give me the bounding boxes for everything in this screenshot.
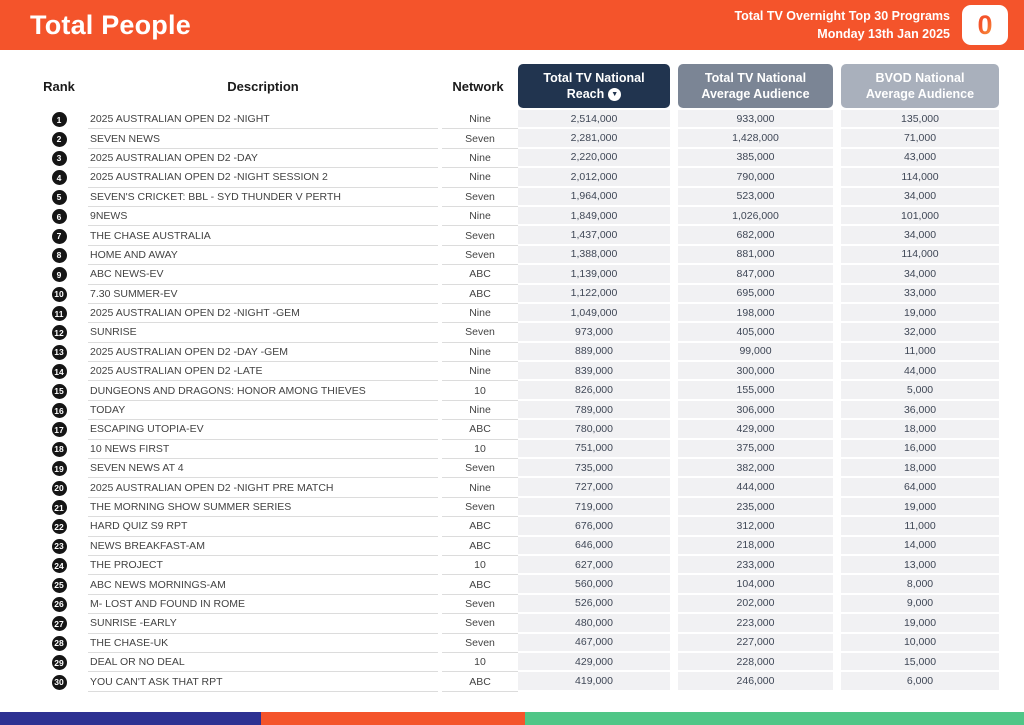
program-description: THE CHASE AUSTRALIA [88, 226, 438, 245]
rank-badge: 24 [52, 558, 67, 573]
reach-value: 719,000 [518, 498, 670, 517]
bvod-audience-value: 5,000 [841, 381, 999, 400]
rank-badge: 1 [52, 112, 67, 127]
table-row [30, 207, 999, 226]
network-name: Nine [442, 207, 518, 226]
bvod-audience-value: 15,000 [841, 653, 999, 672]
reach-value: 1,122,000 [518, 285, 670, 304]
bvod-audience-value: 16,000 [841, 440, 999, 459]
avg-audience-value: 104,000 [678, 575, 833, 594]
bvod-audience-value: 6,000 [841, 672, 999, 691]
table-row [30, 285, 999, 304]
bvod-audience-value: 11,000 [841, 517, 999, 536]
reach-value: 826,000 [518, 381, 670, 400]
avg-audience-value: 233,000 [678, 556, 833, 575]
bvod-audience-value: 9,000 [841, 595, 999, 614]
reach-value: 780,000 [518, 420, 670, 439]
reach-value: 1,139,000 [518, 265, 670, 284]
program-description: NEWS BREAKFAST-AM [88, 537, 438, 556]
rank-badge: 22 [52, 519, 67, 534]
reach-value: 839,000 [518, 362, 670, 381]
rank-badge: 27 [52, 616, 67, 631]
rank-badge: 11 [52, 306, 67, 321]
network-name: ABC [442, 672, 518, 691]
rank-cell [30, 362, 88, 381]
footer-segment-green [525, 712, 1024, 725]
bvod-audience-value: 44,000 [841, 362, 999, 381]
avg-header-line1: Total TV National [704, 70, 807, 85]
network-name: Nine [442, 401, 518, 420]
table-row [30, 362, 999, 381]
rank-cell [30, 149, 88, 168]
table-row [30, 672, 999, 691]
program-description: 2025 AUSTRALIAN OPEN D2 -NIGHT -GEM [88, 304, 438, 323]
reach-value: 1,388,000 [518, 246, 670, 265]
network-name: ABC [442, 517, 518, 536]
program-description: 2025 AUSTRALIAN OPEN D2 -DAY -GEM [88, 343, 438, 362]
bvod-audience-value: 34,000 [841, 265, 999, 284]
network-name: Nine [442, 478, 518, 497]
rank-cell [30, 614, 88, 633]
network-name: Seven [442, 323, 518, 342]
rank-cell [30, 556, 88, 575]
network-name: Nine [442, 149, 518, 168]
table-row [30, 517, 999, 536]
table-row [30, 381, 999, 400]
table-row [30, 614, 999, 633]
bvod-audience-value: 14,000 [841, 537, 999, 556]
rank-badge: 5 [52, 190, 67, 205]
rank-cell [30, 634, 88, 653]
avg-audience-value: 223,000 [678, 614, 833, 633]
reach-value: 526,000 [518, 595, 670, 614]
bvod-audience-value: 33,000 [841, 285, 999, 304]
rank-cell [30, 498, 88, 517]
rank-badge: 4 [52, 170, 67, 185]
program-description: SEVEN'S CRICKET: BBL - SYD THUNDER V PERTH [88, 188, 438, 207]
table-body [30, 110, 999, 692]
oztam-logo [962, 5, 1008, 45]
rank-cell [30, 672, 88, 691]
rank-badge: 28 [52, 636, 67, 651]
program-description: ABC NEWS-EV [88, 265, 438, 284]
rank-cell [30, 478, 88, 497]
avg-audience-value: 306,000 [678, 401, 833, 420]
rank-badge: 7 [52, 229, 67, 244]
reach-value: 560,000 [518, 575, 670, 594]
bvod-audience-value: 18,000 [841, 420, 999, 439]
network-name: 10 [442, 653, 518, 672]
rank-badge: 2 [52, 132, 67, 147]
reach-value: 1,049,000 [518, 304, 670, 323]
network-name: ABC [442, 537, 518, 556]
table-row [30, 246, 999, 265]
rank-badge: 23 [52, 539, 67, 554]
rank-badge: 9 [52, 267, 67, 282]
program-description: SUNRISE -EARLY [88, 614, 438, 633]
reach-value: 1,437,000 [518, 226, 670, 245]
bvod-header-line2: Average Audience [865, 87, 975, 101]
rank-cell [30, 285, 88, 304]
table-row [30, 420, 999, 439]
program-description: THE MORNING SHOW SUMMER SERIES [88, 498, 438, 517]
program-description: YOU CAN'T ASK THAT RPT [88, 672, 438, 691]
avg-audience-value: 933,000 [678, 110, 833, 129]
reach-value: 627,000 [518, 556, 670, 575]
rank-cell [30, 343, 88, 362]
reach-header-line2: Reach [566, 87, 605, 101]
reach-value: 1,964,000 [518, 188, 670, 207]
reach-value: 889,000 [518, 343, 670, 362]
avg-audience-value: 682,000 [678, 226, 833, 245]
rank-cell [30, 459, 88, 478]
program-description: THE PROJECT [88, 556, 438, 575]
column-header-avg-audience [678, 64, 833, 108]
rank-cell [30, 226, 88, 245]
network-name: Nine [442, 168, 518, 187]
rank-cell [30, 129, 88, 148]
avg-audience-value: 99,000 [678, 343, 833, 362]
rank-cell [30, 188, 88, 207]
avg-audience-value: 429,000 [678, 420, 833, 439]
bvod-audience-value: 64,000 [841, 478, 999, 497]
reach-value: 751,000 [518, 440, 670, 459]
bvod-audience-value: 36,000 [841, 401, 999, 420]
rank-badge: 13 [52, 345, 67, 360]
avg-audience-value: 300,000 [678, 362, 833, 381]
reach-value: 646,000 [518, 537, 670, 556]
bvod-audience-value: 19,000 [841, 304, 999, 323]
rank-cell [30, 653, 88, 672]
table-row [30, 265, 999, 284]
rank-cell [30, 304, 88, 323]
program-description: M- LOST AND FOUND IN ROME [88, 595, 438, 614]
rank-cell [30, 401, 88, 420]
avg-audience-value: 218,000 [678, 537, 833, 556]
program-description: 2025 AUSTRALIAN OPEN D2 -NIGHT SESSION 2 [88, 168, 438, 187]
bvod-audience-value: 34,000 [841, 188, 999, 207]
table-row [30, 304, 999, 323]
network-name: Nine [442, 362, 518, 381]
rank-badge: 20 [52, 481, 67, 496]
program-description: DUNGEONS AND DRAGONS: HONOR AMONG THIEVES [88, 381, 438, 400]
bvod-audience-value: 135,000 [841, 110, 999, 129]
table-row [30, 343, 999, 362]
network-name: Seven [442, 614, 518, 633]
reach-value: 2,281,000 [518, 129, 670, 148]
report-subtitle-line1: Total TV Overnight Top 30 Programs [734, 8, 950, 23]
column-header-description: Description [227, 78, 299, 94]
program-description: DEAL OR NO DEAL [88, 653, 438, 672]
avg-audience-value: 881,000 [678, 246, 833, 265]
network-name: ABC [442, 285, 518, 304]
table-row [30, 478, 999, 497]
rank-cell [30, 168, 88, 187]
avg-audience-value: 375,000 [678, 440, 833, 459]
program-description: 7.30 SUMMER-EV [88, 285, 438, 304]
reach-value: 735,000 [518, 459, 670, 478]
network-name: ABC [442, 575, 518, 594]
reach-value: 429,000 [518, 653, 670, 672]
network-name: ABC [442, 265, 518, 284]
avg-audience-value: 202,000 [678, 595, 833, 614]
table-row [30, 401, 999, 420]
bvod-audience-value: 13,000 [841, 556, 999, 575]
page-title: Total People [30, 9, 191, 40]
reach-value: 419,000 [518, 672, 670, 691]
avg-audience-value: 1,026,000 [678, 207, 833, 226]
rank-cell [30, 595, 88, 614]
network-name: Seven [442, 595, 518, 614]
bvod-header-line1: BVOD National [875, 70, 965, 85]
program-description: 2025 AUSTRALIAN OPEN D2 -NIGHT PRE MATCH [88, 478, 438, 497]
rank-badge: 6 [52, 209, 67, 224]
reach-value: 727,000 [518, 478, 670, 497]
rank-badge: 17 [52, 422, 67, 437]
reach-value: 2,514,000 [518, 110, 670, 129]
page-banner [0, 0, 1024, 50]
table-row [30, 653, 999, 672]
network-name: Nine [442, 343, 518, 362]
avg-audience-value: 444,000 [678, 478, 833, 497]
table-row [30, 459, 999, 478]
bvod-audience-value: 114,000 [841, 168, 999, 187]
program-description: THE CHASE-UK [88, 634, 438, 653]
bvod-audience-value: 71,000 [841, 129, 999, 148]
avg-header-line2: Average Audience [701, 87, 810, 101]
rank-cell [30, 246, 88, 265]
avg-audience-value: 227,000 [678, 634, 833, 653]
sort-descending-icon[interactable]: ▼ [608, 88, 621, 101]
rank-badge: 30 [52, 675, 67, 690]
program-description: 9NEWS [88, 207, 438, 226]
rank-cell [30, 110, 88, 129]
oztam-logo-glyph: 0 [977, 9, 993, 40]
report-subtitle [734, 7, 950, 43]
reach-value: 467,000 [518, 634, 670, 653]
rank-cell [30, 537, 88, 556]
table-row [30, 168, 999, 187]
network-name: Seven [442, 226, 518, 245]
program-description: HARD QUIZ S9 RPT [88, 517, 438, 536]
program-description: ESCAPING UTOPIA-EV [88, 420, 438, 439]
network-name: Nine [442, 110, 518, 129]
program-description: SUNRISE [88, 323, 438, 342]
avg-audience-value: 155,000 [678, 381, 833, 400]
footer-segment-orange [261, 712, 525, 725]
table-row [30, 226, 999, 245]
avg-audience-value: 405,000 [678, 323, 833, 342]
program-description: 2025 AUSTRALIAN OPEN D2 -LATE [88, 362, 438, 381]
bvod-audience-value: 10,000 [841, 634, 999, 653]
bvod-audience-value: 43,000 [841, 149, 999, 168]
rank-cell [30, 381, 88, 400]
bvod-audience-value: 32,000 [841, 323, 999, 342]
bvod-audience-value: 34,000 [841, 226, 999, 245]
avg-audience-value: 228,000 [678, 653, 833, 672]
avg-audience-value: 790,000 [678, 168, 833, 187]
table-row [30, 149, 999, 168]
avg-audience-value: 246,000 [678, 672, 833, 691]
footer-segment-navy [0, 712, 261, 725]
program-description: 10 NEWS FIRST [88, 440, 438, 459]
reach-value: 789,000 [518, 401, 670, 420]
rank-cell [30, 440, 88, 459]
table-row [30, 323, 999, 342]
network-name: Seven [442, 246, 518, 265]
table-row [30, 440, 999, 459]
column-header-network: Network [452, 78, 504, 94]
network-name: 10 [442, 556, 518, 575]
table-row [30, 575, 999, 594]
avg-audience-value: 1,428,000 [678, 129, 833, 148]
network-name: Seven [442, 634, 518, 653]
column-header-total-tv-reach[interactable] [518, 64, 670, 108]
bvod-audience-value: 19,000 [841, 498, 999, 517]
program-description: SEVEN NEWS [88, 129, 438, 148]
avg-audience-value: 312,000 [678, 517, 833, 536]
rank-cell [30, 517, 88, 536]
rank-badge: 8 [52, 248, 67, 263]
rank-badge: 25 [52, 578, 67, 593]
program-description: HOME AND AWAY [88, 246, 438, 265]
column-header-bvod-audience [841, 64, 999, 108]
avg-audience-value: 523,000 [678, 188, 833, 207]
table-row [30, 129, 999, 148]
network-name: Seven [442, 459, 518, 478]
table-header-row [30, 64, 999, 108]
table-row [30, 595, 999, 614]
rank-badge: 19 [52, 461, 67, 476]
network-name: 10 [442, 381, 518, 400]
table-row [30, 556, 999, 575]
bvod-audience-value: 114,000 [841, 246, 999, 265]
rank-badge: 12 [52, 325, 67, 340]
rank-badge: 15 [52, 384, 67, 399]
rank-cell [30, 265, 88, 284]
ratings-table [30, 64, 999, 692]
bvod-audience-value: 101,000 [841, 207, 999, 226]
avg-audience-value: 235,000 [678, 498, 833, 517]
reach-value: 1,849,000 [518, 207, 670, 226]
reach-header-line1: Total TV National [543, 70, 645, 85]
avg-audience-value: 382,000 [678, 459, 833, 478]
table-row [30, 537, 999, 556]
avg-audience-value: 695,000 [678, 285, 833, 304]
rank-badge: 14 [52, 364, 67, 379]
network-name: 10 [442, 440, 518, 459]
avg-audience-value: 385,000 [678, 149, 833, 168]
table-row [30, 634, 999, 653]
reach-value: 480,000 [518, 614, 670, 633]
reach-value: 973,000 [518, 323, 670, 342]
rank-badge: 29 [52, 655, 67, 670]
rank-cell [30, 323, 88, 342]
report-date: Monday 13th Jan 2025 [817, 27, 950, 41]
rank-badge: 10 [52, 287, 67, 302]
avg-audience-value: 198,000 [678, 304, 833, 323]
table-row [30, 110, 999, 129]
rank-badge: 18 [52, 442, 67, 457]
rank-badge: 16 [52, 403, 67, 418]
bvod-audience-value: 19,000 [841, 614, 999, 633]
footer-color-bar [0, 712, 1024, 725]
bvod-audience-value: 11,000 [841, 343, 999, 362]
rank-cell [30, 420, 88, 439]
column-header-rank: Rank [43, 78, 75, 94]
reach-value: 676,000 [518, 517, 670, 536]
program-description: TODAY [88, 401, 438, 420]
program-description: 2025 AUSTRALIAN OPEN D2 -DAY [88, 149, 438, 168]
program-description: SEVEN NEWS AT 4 [88, 459, 438, 478]
rank-cell [30, 207, 88, 226]
program-description: 2025 AUSTRALIAN OPEN D2 -NIGHT [88, 110, 438, 129]
rank-cell [30, 575, 88, 594]
program-description: ABC NEWS MORNINGS-AM [88, 575, 438, 594]
rank-badge: 26 [52, 597, 67, 612]
bvod-audience-value: 18,000 [841, 459, 999, 478]
bvod-audience-value: 8,000 [841, 575, 999, 594]
avg-audience-value: 847,000 [678, 265, 833, 284]
reach-value: 2,012,000 [518, 168, 670, 187]
network-name: ABC [442, 420, 518, 439]
banner-right [734, 5, 1024, 45]
network-name: Nine [442, 304, 518, 323]
reach-value: 2,220,000 [518, 149, 670, 168]
rank-badge: 21 [52, 500, 67, 515]
network-name: Seven [442, 498, 518, 517]
network-name: Seven [442, 188, 518, 207]
table-row [30, 498, 999, 517]
rank-badge: 3 [52, 151, 67, 166]
network-name: Seven [442, 129, 518, 148]
table-row [30, 188, 999, 207]
